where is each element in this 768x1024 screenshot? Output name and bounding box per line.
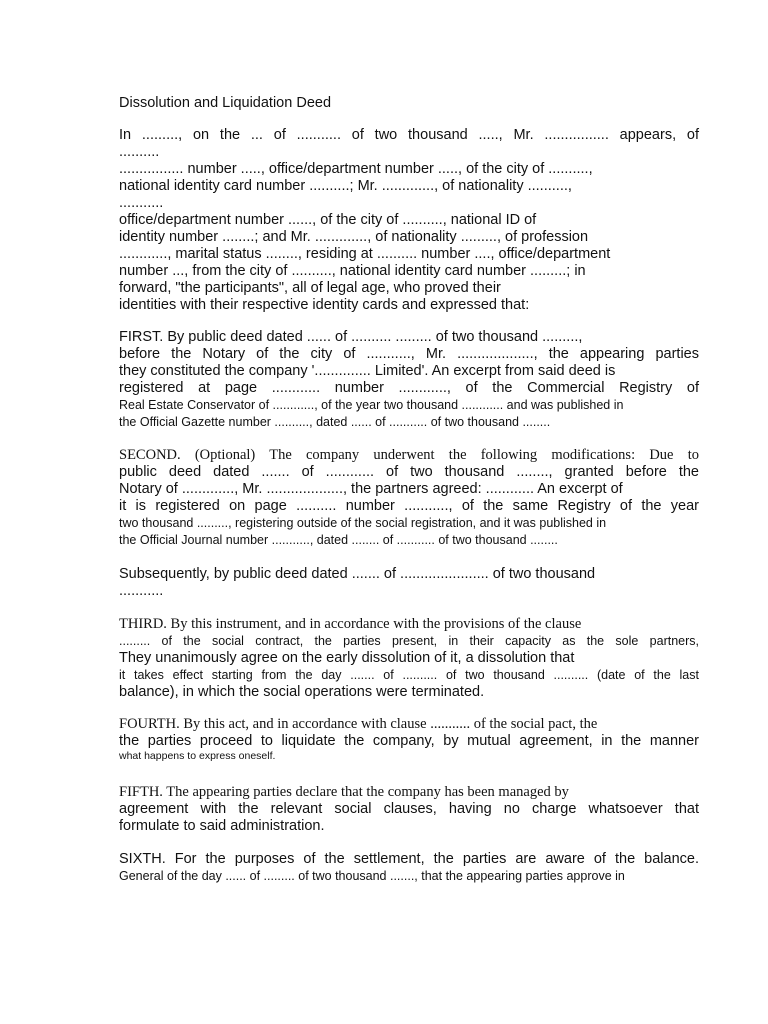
- text-line: ................ number ....., office/department number ....., of the city of ..........,: [119, 161, 593, 177]
- text-line: ..........: [119, 144, 160, 160]
- paragraph-fifth: [119, 784, 699, 835]
- document-title: Dissolution and Liquidation Deed: [119, 95, 332, 111]
- paragraph-subsequently: [119, 566, 699, 600]
- text-line: identity number ........; and Mr. ............., of nationality ........., of profession: [119, 229, 589, 245]
- paragraph-sixth: [119, 851, 699, 885]
- text-line: In ........., on the ... of ........... of two thousand ....., Mr. ................ appears, of: [119, 127, 699, 143]
- text-line: agreement with the relevant social clauses, having no charge whatsoever that: [119, 801, 699, 817]
- text-line: before the Notary of the city of ..........., Mr. ..................., the appearing parties: [119, 346, 699, 362]
- text-line: the Official Journal number ..........., dated ........ of ........... of two thousand ........: [119, 533, 558, 547]
- text-line: it is registered on page .......... number ..........., of the same Registry of the year: [119, 498, 699, 514]
- text-line: ......... of the social contract, the parties present, in their capacity as the sole partners,: [119, 634, 699, 648]
- text-line: Notary of ............., Mr. ..................., the partners agreed: ............ An excerpt of: [119, 481, 623, 497]
- paragraph-fourth: [119, 716, 699, 763]
- text-line: the parties proceed to liquidate the company, by mutual agreement, in the manner: [119, 733, 699, 749]
- text-line: Real Estate Conservator of ............, of the year two thousand ............ and was published in: [119, 398, 624, 412]
- text-line: ............, marital status ........, residing at .......... number ...., office/department: [119, 246, 611, 262]
- text-line: the Official Gazette number .........., dated ...... of ........... of two thousand ........: [119, 415, 551, 429]
- text-line: national identity card number ..........; Mr. ............., of nationality ..........,: [119, 178, 572, 194]
- text-line: FOURTH. By this act, and in accordance with clause ........... of the social pact, the: [119, 716, 598, 732]
- text-line: public deed dated ....... of ............ of two thousand ........, granted before the: [119, 464, 699, 480]
- text-line: ...........: [119, 583, 164, 599]
- text-line: forward, "the participants", all of legal age, who proved their: [119, 280, 501, 296]
- paragraph-first: [119, 329, 699, 431]
- text-line: office/department number ......, of the city of .........., national ID of: [119, 212, 537, 228]
- text-line: formulate to said administration.: [119, 818, 325, 834]
- text-line: General of the day ...... of ......... of two thousand ......., that the appearing parties approve in: [119, 869, 625, 883]
- text-line: two thousand ........., registering outside of the social registration, and it was published in: [119, 516, 607, 530]
- text-line: what happens to express oneself.: [119, 750, 276, 762]
- text-line: FIRST. By public deed dated ...... of .......... ......... of two thousand .........,: [119, 329, 583, 345]
- paragraph-second: [119, 447, 699, 549]
- text-line: identities with their respective identity cards and expressed that:: [119, 297, 530, 313]
- text-line: ...........: [119, 195, 164, 211]
- text-line: They unanimously agree on the early dissolution of it, a dissolution that: [119, 650, 575, 666]
- text-line: SECOND. (Optional) The company underwent the following modifications: Due to: [119, 447, 699, 463]
- paragraph-third: [119, 616, 699, 701]
- text-line: number ..., from the city of .........., national identity card number .........; in: [119, 263, 586, 279]
- text-line: FIFTH. The appearing parties declare that the company has been managed by: [119, 784, 569, 800]
- paragraph-appearance: [119, 127, 699, 314]
- text-line: SIXTH. For the purposes of the settlement, the parties are aware of the balance.: [119, 851, 699, 867]
- text-line: it takes effect starting from the day ....... of .......... of two thousand .......... (date of the last: [119, 668, 699, 682]
- text-line: registered at page ............ number ............, of the Commercial Registry of: [119, 380, 699, 396]
- text-line: they constituted the company '.............. Limited'. An excerpt from said deed is: [119, 363, 616, 379]
- text-line: Subsequently, by public deed dated ....... of ...................... of two thousand: [119, 566, 596, 582]
- text-line: THIRD. By this instrument, and in accordance with the provisions of the clause: [119, 616, 582, 632]
- text-line: balance), in which the social operations were terminated.: [119, 684, 485, 700]
